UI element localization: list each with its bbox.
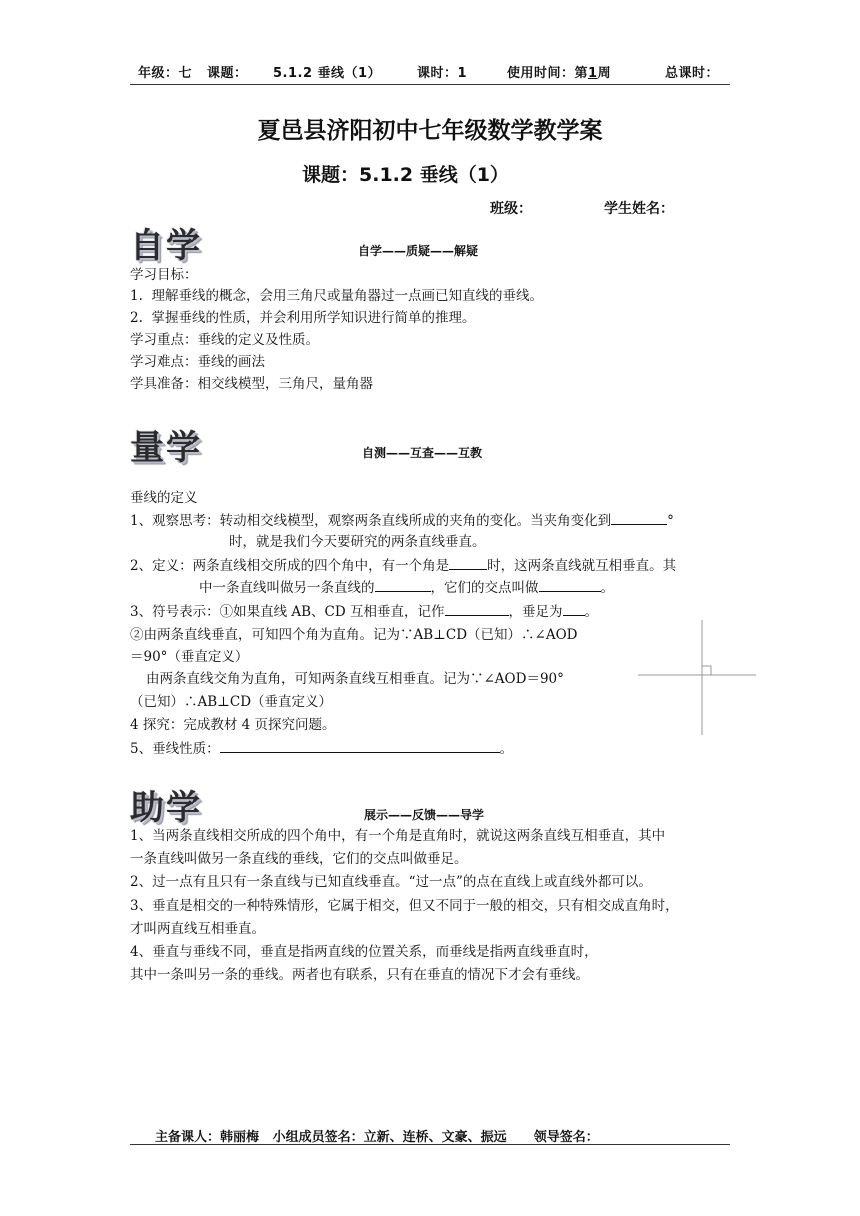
definition-heading: 垂线的定义 bbox=[130, 490, 198, 506]
section-assist-badge: 助学 bbox=[130, 788, 202, 828]
note-line-4: 3、垂直是相交的一种特殊情形，它属于相交，但又不同于一般的相交，只有相交成直角时， bbox=[130, 898, 679, 914]
question-2 bbox=[130, 555, 676, 576]
header-time bbox=[507, 62, 611, 81]
question-3-end: 。 bbox=[584, 604, 598, 620]
question-3-text-b: ，垂足为 bbox=[508, 604, 563, 620]
question-2-cont bbox=[199, 577, 614, 598]
section-measure-motto: 自测——互查——互教 bbox=[362, 446, 483, 460]
note-line-5: 才叫两直线互相垂直。 bbox=[130, 921, 265, 937]
section-self-study-motto: 自学——质疑——解疑 bbox=[358, 244, 479, 258]
objective-2: 2. 掌握垂线的性质，并会利用所学知识进行简单的推理。 bbox=[130, 310, 476, 326]
note-line-7: 其中一条叫另一条的垂线。两者也有联系，只有在垂直的情况下才会有垂线。 bbox=[130, 967, 589, 983]
question-2-text: 2、定义：两条直线相交所成的四个角中，有一个角是 bbox=[130, 558, 450, 574]
perpendicular-lines-figure bbox=[630, 615, 760, 740]
question-5-end: 。 bbox=[499, 741, 514, 757]
note-line-2: 一条直线叫做另一条直线的垂线，它们的交点叫做垂足。 bbox=[130, 851, 468, 867]
header-week-number: 1 bbox=[588, 66, 598, 81]
section-assist-motto: 展示——反馈——导学 bbox=[364, 808, 485, 822]
question-2-end: 。 bbox=[600, 580, 614, 596]
header-period: 课时：1 bbox=[417, 66, 468, 81]
question-2-text-c: 中一条直线叫做另一条直线的 bbox=[199, 580, 375, 596]
question-1 bbox=[130, 510, 674, 531]
blank-notation[interactable] bbox=[445, 601, 509, 616]
question-3-text: 3、符号表示：①如果直线 AB、CD 互相垂直，记作 bbox=[130, 604, 445, 620]
header-grade: 年级：七 bbox=[138, 66, 193, 81]
header-topic-label: 课题： bbox=[207, 66, 248, 81]
class-label: 班级： bbox=[490, 201, 532, 217]
section-self-study-badge: 自学 bbox=[130, 226, 202, 266]
question-5 bbox=[130, 738, 513, 759]
blank-foot-point[interactable] bbox=[563, 601, 585, 616]
blank-angle[interactable] bbox=[611, 510, 667, 525]
question-2-text-b: 时，这两条直线就互相垂直。其 bbox=[487, 558, 677, 574]
page-title: 夏邑县济阳初中七年级数学教学案 bbox=[257, 118, 603, 144]
question-2-text-d: ，它们的交点叫做 bbox=[430, 580, 539, 596]
student-name-label: 学生姓名： bbox=[604, 201, 674, 217]
header-topic-value: 5.1.2 垂线（1） bbox=[273, 66, 382, 81]
materials: 学具准备：相交线模型，三角尺，量角器 bbox=[130, 376, 373, 392]
page-footer: 主备课人：韩丽梅 小组成员签名：立新、连桥、文豪、振远 领导签名： bbox=[155, 1130, 599, 1145]
note-line-1: 1、当两条直线相交所成的四个角中，有一个角是直角时，就说这两条直线互相垂直，其中 bbox=[130, 828, 666, 844]
header-total: 总课时： bbox=[665, 66, 720, 81]
question-1-cont: 时，就是我们今天要研究的两条直线垂直。 bbox=[229, 534, 486, 550]
blank-right-angle[interactable] bbox=[449, 555, 487, 570]
reasoning-line-3: 由两条直线交角为直角，可知两条直线互相垂直。记为∵∠AOD＝90° bbox=[146, 671, 564, 687]
question-3 bbox=[130, 601, 598, 622]
key-point: 学习重点：垂线的定义及性质。 bbox=[130, 332, 319, 348]
section-measure-badge: 量学 bbox=[130, 428, 202, 468]
header-divider bbox=[130, 84, 730, 85]
footer-divider bbox=[130, 1144, 730, 1145]
blank-perpendicular[interactable] bbox=[375, 577, 431, 592]
question-5-text: 5、垂线性质： bbox=[130, 741, 220, 757]
note-line-3: 2、过一点有且只有一条直线与已知直线垂直。“过一点”的点在直线上或直线外都可以。 bbox=[130, 874, 652, 890]
header-week-suffix: 周 bbox=[597, 66, 612, 81]
blank-foot[interactable] bbox=[539, 577, 601, 592]
blank-property[interactable] bbox=[220, 738, 500, 753]
degree-sign: ° bbox=[667, 513, 674, 529]
header-time-prefix: 使用时间：第 bbox=[507, 66, 589, 81]
objectives-heading: 学习目标： bbox=[130, 267, 198, 283]
note-line-6: 4、垂直与垂线不同，垂直是指两直线的位置关系，而垂线是指两直线垂直时， bbox=[130, 944, 598, 960]
reasoning-line-1: ②由两条直线垂直，可知四个角为直角。记为∵AB⊥CD（已知）∴∠AOD bbox=[130, 627, 578, 643]
page-subtitle: 课题：5.1.2 垂线（1） bbox=[302, 164, 509, 186]
reasoning-line-4: （已知）∴AB⊥CD（垂直定义） bbox=[130, 694, 333, 710]
reasoning-line-2: ＝90°（垂直定义） bbox=[130, 649, 249, 665]
objective-1: 1. 理解垂线的概念，会用三角尺或量角器过一点画已知直线的垂线。 bbox=[130, 288, 543, 304]
question-1-text: 1、观察思考：转动相交线模型，观察两条直线所成的夹角的变化。当夹角变化到 bbox=[130, 513, 612, 529]
question-4: 4 探究：完成教材 4 页探究问题。 bbox=[130, 717, 336, 733]
difficulty: 学习难点：垂线的画法 bbox=[130, 354, 265, 370]
